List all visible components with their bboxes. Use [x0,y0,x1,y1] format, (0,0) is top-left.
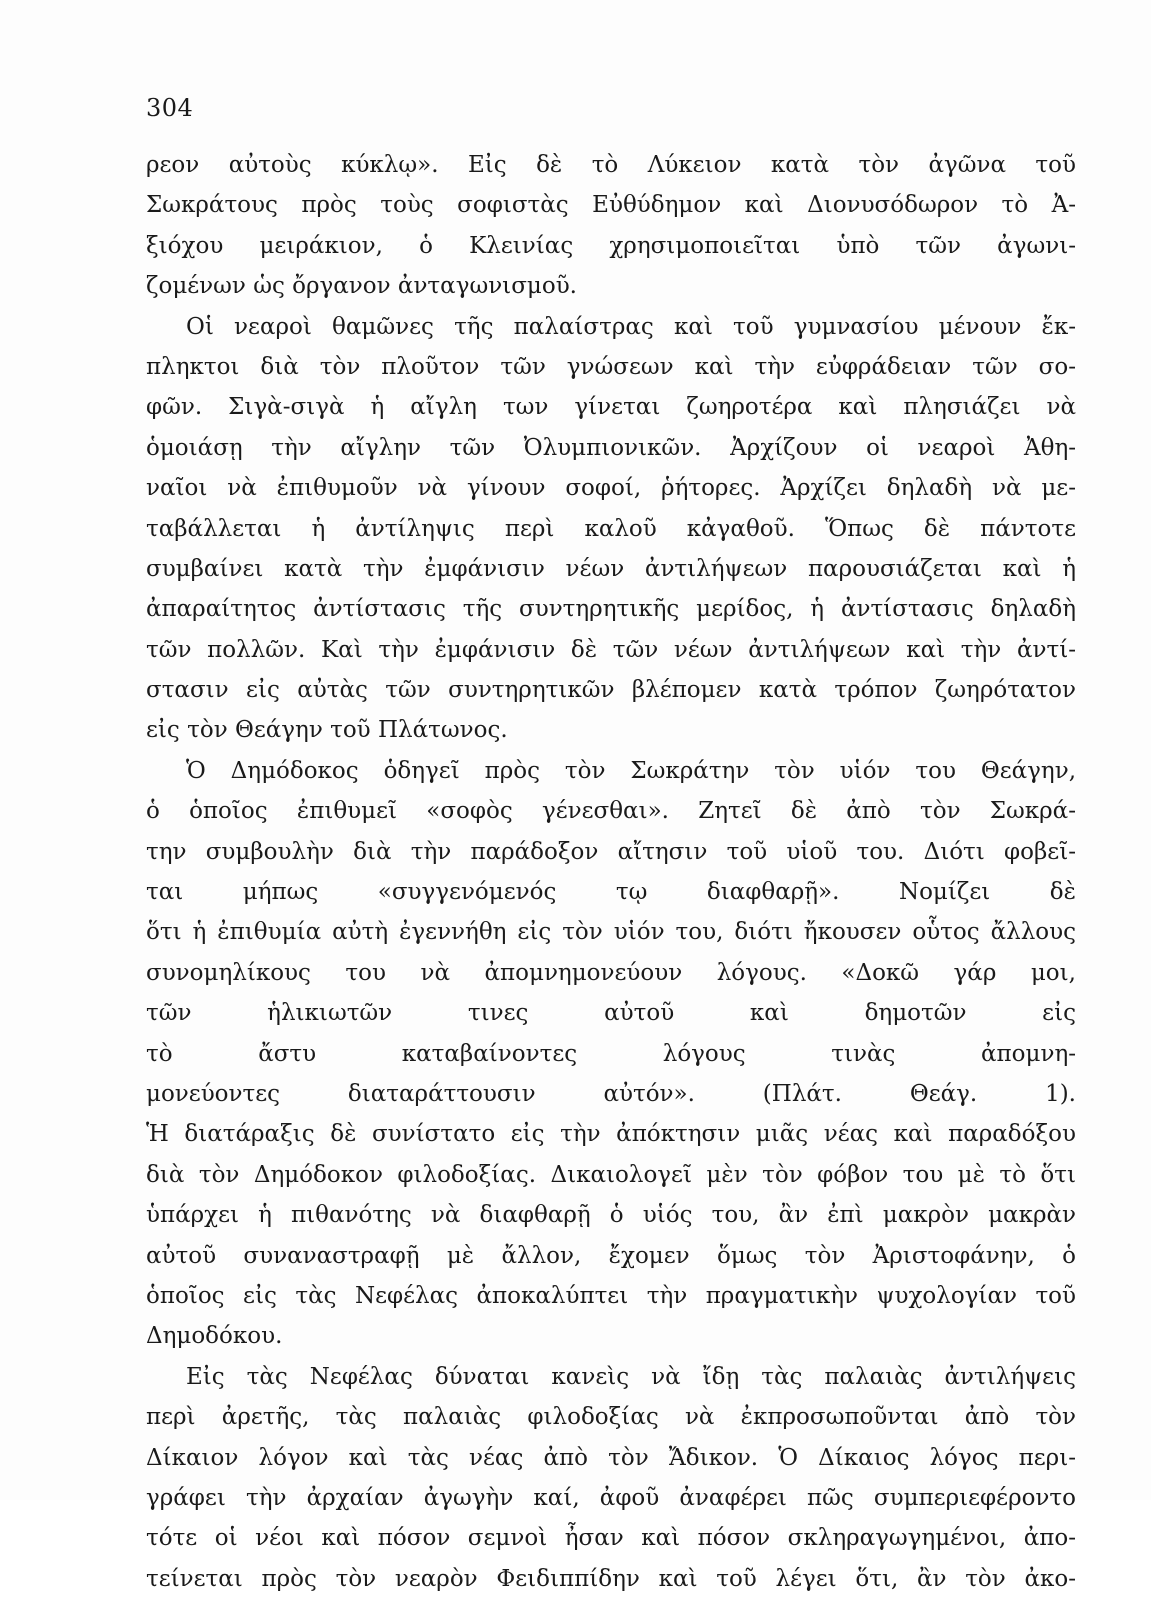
page-number: 304 [146,94,194,122]
text-line: γράφει τὴν ἀρχαίαν ἀγωγὴν καί, ἀφοῦ ἀναφέρει πῶς συμπεριεφέροντο [146,1484,1076,1511]
text-line: ἀπαραίτητος ἀντίστασις τῆς συντηρητικῆς μερίδος, ἡ ἀντίστασις δηλαδὴ [146,596,1076,623]
text-line: διὰ τὸν Δημόδοκον φιλοδοξίας. Δικαιολογεῖ μὲν τὸν φόβον του μὲ τὸ ὅτι [146,1161,1076,1188]
text-line: εἰς τὸν Θεάγην τοῦ Πλάτωνος. [146,717,508,744]
text-line: ὑπάρχει ἡ πιθανότης νὰ διαφθαρῇ ὁ υἱός του, ἂν ἐπὶ μακρὸν μακρὰν [146,1202,1076,1229]
text-line: Ὁ Δημόδοκος ὁδηγεῖ πρὸς τὸν Σωκράτην τὸν υἱόν του Θεάγην, [186,757,1076,784]
text-line: ζομένων ὡς ὄργανον ἀνταγωνισμοῦ. [146,273,577,300]
text-line: τῶν πολλῶν. Καὶ τὴν ἐμφάνισιν δὲ τῶν νέων ἀντιλήψεων καὶ τὴν ἀντί- [146,636,1076,663]
text-line: την συμβουλὴν διὰ τὴν παράδοξον αἴτησιν τοῦ υἱοῦ του. Διότι φοβεῖ- [146,838,1076,865]
text-line: τῶν ἡλικιωτῶν τινες αὐτοῦ καὶ δημοτῶν εἰς [146,1000,1076,1027]
text-line: μονεύοντες διαταράττουσιν αὐτόν». (Πλάτ. Θεάγ. 1). [146,1080,1076,1107]
text-line: ξιόχου μειράκιον, ὁ Κλεινίας χρησιμοποιεῖται ὑπὸ τῶν ἀγωνι- [146,232,1076,259]
text-line: ρεον αὐτοὺς κύκλῳ». Εἰς δὲ τὸ Λύκειον κατὰ τὸν ἀγῶνα τοῦ [146,152,1076,178]
text-line: Οἱ νεαροὶ θαμῶνες τῆς παλαίστρας καὶ τοῦ γυμνασίου μένουν ἔκ- [186,313,1076,340]
text-line: τείνεται πρὸς τὸν νεαρὸν Φειδιππίδην καὶ τοῦ λέγει ὅτι, ἂν τὸν ἀκο- [146,1565,1076,1592]
text-line: πληκτοι διὰ τὸν πλοῦτον τῶν γνώσεων καὶ τὴν εὐφράδειαν τῶν σο- [146,353,1076,380]
text-line: ὅτι ἡ ἐπιθυμία αὐτὴ ἐγεννήθη εἰς τὸν υἱόν του, διότι ἤκουσεν οὗτος ἄλλους [146,919,1076,946]
text-line: ὁποῖος εἰς τὰς Νεφέλας ἀποκαλύπτει τὴν πραγματικὴν ψυχολογίαν τοῦ [146,1282,1076,1309]
text-line: στασιν εἰς αὐτὰς τῶν συντηρητικῶν βλέπομεν κατὰ τρόπον ζωηρότατον [146,677,1076,704]
text-line: ται μήπως «συγγενόμενός τῳ διαφθαρῇ». Νομίζει δὲ [146,879,1076,906]
text-line: συμβαίνει κατὰ τὴν ἐμφάνισιν νέων ἀντιλήψεων παρουσιάζεται καὶ ἡ [146,555,1076,582]
text-line: ταβάλλεται ἡ ἀντίληψις περὶ καλοῦ κἀγαθοῦ. Ὅπως δὲ πάντοτε [146,515,1076,542]
body-text [146,145,1076,1599]
text-line: Δημοδόκου. [146,1323,283,1350]
text-line: Εἰς τὰς Νεφέλας δύναται κανεὶς νὰ ἴδῃ τὰς παλαιὰς ἀντιλήψεις [186,1363,1076,1390]
text-line: ὁμοιάσῃ τὴν αἴγλην τῶν Ὀλυμπιονικῶν. Ἀρχίζουν οἱ νεαροὶ Ἀθη- [146,434,1076,461]
text-line: Σωκράτους πρὸς τοὺς σοφιστὰς Εὐθύδημον καὶ Διονυσόδωρον τὸ Ἀ- [146,192,1076,219]
text-line: Δίκαιον λόγον καὶ τὰς νέας ἀπὸ τὸν Ἄδικον. Ὁ Δίκαιος λόγος περι- [146,1444,1076,1471]
text-line: φῶν. Σιγὰ-σιγὰ ἡ αἴγλη των γίνεται ζωηροτέρα καὶ πλησιάζει νὰ [146,394,1076,421]
text-line: ναῖοι νὰ ἐπιθυμοῦν νὰ γίνουν σοφοί, ῥήτορες. Ἀρχίζει δηλαδὴ νὰ με- [146,475,1076,502]
text-line: τότε οἱ νέοι καὶ πόσον σεμνοὶ ἦσαν καὶ πόσον σκληραγωγημένοι, ἀπο- [146,1525,1076,1552]
text-line: αὐτοῦ συναναστραφῇ μὲ ἄλλον, ἔχομεν ὅμως τὸν Ἀριστοφάνην, ὁ [146,1242,1076,1269]
text-line: τὸ ἄστυ καταβαίνοντες λόγους τινὰς ἀπομνη- [146,1040,1076,1067]
text-line: συνομηλίκους του νὰ ἀπομνημονεύουν λόγους. «Δοκῶ γάρ μοι, [146,959,1076,986]
text-line: ὁ ὁποῖος ἐπιθυμεῖ «σοφὸς γένεσθαι». Ζητεῖ δὲ ἀπὸ τὸν Σωκρά- [146,798,1076,825]
text-line: Ἡ διατάραξις δὲ συνίστατο εἰς τὴν ἀπόκτησιν μιᾶς νέας καὶ παραδόξου [146,1121,1076,1148]
text-line: περὶ ἀρετῆς, τὰς παλαιὰς φιλοδοξίας νὰ ἐκπροσωποῦνται ἀπὸ τὸν [146,1404,1076,1431]
